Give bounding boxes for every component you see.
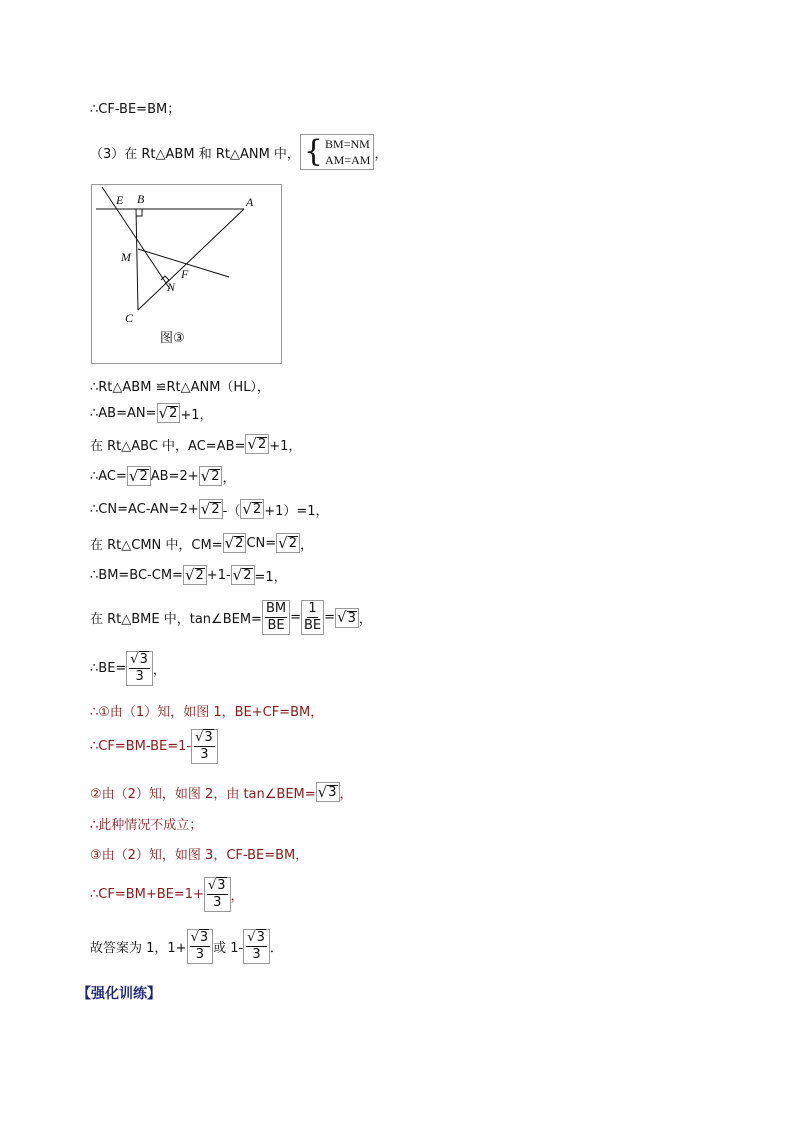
- text: ∴AC=: [90, 468, 127, 484]
- step-line-11: [90, 651, 166, 686]
- text: ∴CF=BM-BE: [90, 739, 168, 754]
- step-line-8: [90, 533, 313, 553]
- text: AB=2+: [150, 468, 199, 484]
- fraction-sqrt3-3: $\frac{√3}{3}$: [126, 651, 153, 686]
- step-line-10: [90, 600, 372, 635]
- text: ∴CF-BE=BM；: [90, 102, 181, 117]
- step-line-2: [90, 134, 387, 170]
- label-e: E: [116, 193, 124, 207]
- system-row-1: BM=NM: [325, 137, 370, 151]
- text: 在 Rt△CMN 中，CM=: [90, 537, 223, 553]
- text: ③由（2）知，如图 3，CF-BE=BM，: [90, 848, 309, 863]
- text: 在 Rt△ABC 中，AC=AB=: [90, 438, 246, 454]
- text: ，: [374, 146, 388, 162]
- fraction-sqrt3-3: $\frac{√3}{3}$: [187, 929, 214, 964]
- text: +1）=1，: [264, 503, 329, 519]
- step-line-17: [90, 877, 244, 912]
- text: ②由（2）知，如图 2，由 tan∠BEM=: [90, 786, 316, 802]
- text: ∴①由（1）知，如图 1，BE+CF=BM，: [90, 705, 324, 720]
- label-b: B: [137, 192, 145, 206]
- text: +1，: [180, 407, 213, 423]
- sqrt-2: √ 2: [183, 565, 207, 585]
- text: +1-: [206, 567, 231, 583]
- figure-3: [91, 184, 282, 364]
- fraction-sqrt3-3: $\frac{√3}{3}$: [204, 877, 231, 912]
- step-line-15: [90, 814, 202, 833]
- step-line-3: [90, 376, 270, 395]
- text: ，: [300, 537, 314, 553]
- sqrt-3: √ 3: [316, 782, 340, 802]
- text: ，: [152, 663, 166, 678]
- text: ∴AB=AN=: [90, 405, 157, 421]
- text: ∴此种情况不成立；: [90, 818, 203, 833]
- text: ，: [339, 786, 353, 802]
- label-c: C: [125, 311, 134, 325]
- text: -（: [222, 503, 241, 519]
- label-n: N: [167, 280, 176, 294]
- sqrt-2: √ 2: [231, 565, 255, 585]
- fraction-1-be: $\frac{1}{BE}$: [301, 600, 324, 635]
- sqrt-3: √ 3: [335, 608, 359, 628]
- text: CN=: [246, 535, 277, 551]
- step-line-4: [90, 403, 213, 423]
- text: ∴CF=BM+BE=1+: [90, 887, 204, 902]
- step-line-9: [90, 565, 287, 585]
- fraction-sqrt3-3: $\frac{√3}{3}$: [191, 729, 218, 764]
- text: ∴BE=: [90, 661, 127, 676]
- sqrt-2: √ 2: [199, 499, 223, 519]
- step-line-1: [90, 98, 180, 117]
- step-line-6: [90, 466, 235, 486]
- sqrt-2: √ 2: [240, 499, 264, 519]
- sqrt-2: √ 2: [223, 533, 247, 553]
- sqrt-2: √ 2: [157, 403, 181, 423]
- text: 或 1-: [213, 941, 244, 956]
- figure-caption: 图③: [160, 331, 185, 346]
- sqrt-2: √ 2: [127, 466, 151, 486]
- step-line-7: [90, 499, 329, 519]
- system-row-2: AM=AM: [325, 153, 371, 167]
- text: ，: [230, 889, 244, 904]
- label-m: M: [121, 250, 131, 264]
- label-f: F: [181, 267, 189, 281]
- line-ac: [138, 209, 244, 310]
- text: ，: [358, 612, 372, 627]
- text: =: [290, 610, 301, 625]
- geometry-figure: [92, 185, 281, 363]
- text: +1，: [269, 438, 302, 454]
- text: ，: [222, 470, 236, 486]
- text: ∴Rt△ABM ≌Rt△ANM（HL），: [90, 380, 270, 395]
- fraction-bm-be: $\frac{BM}{BE}$: [262, 600, 290, 635]
- sqrt-2: √ 2: [276, 533, 300, 553]
- step-line-12: [90, 701, 323, 720]
- text: 在 Rt△BME 中，tan∠BEM=: [90, 612, 262, 627]
- sqrt-2: √ 2: [245, 434, 269, 454]
- step-line-5: [90, 434, 301, 454]
- step-line-16: [90, 844, 308, 863]
- fraction-sqrt3-3: $\frac{√3}{3}$: [243, 929, 270, 964]
- equation-system: [300, 134, 375, 170]
- text: （3）在 Rt△ABM 和 Rt△ANM 中，: [90, 146, 300, 162]
- sqrt-2: √ 2: [199, 466, 223, 486]
- label-a: A: [246, 195, 254, 209]
- text: =1，: [254, 569, 287, 585]
- line-bc: [136, 209, 138, 310]
- step-line-13: [90, 729, 218, 764]
- text: ．: [269, 941, 283, 956]
- step-line-14: [90, 782, 353, 802]
- line-em: [102, 187, 170, 289]
- text: 故答案为 1，1+: [90, 941, 187, 956]
- step-line-18: [90, 929, 283, 964]
- text: ∴BM=BC-CM=: [90, 567, 183, 583]
- text: =1-: [167, 739, 192, 754]
- right-angle-b: [136, 209, 142, 216]
- text: ∴CN=AC-AN=2+: [90, 501, 199, 517]
- brace-icon: {: [303, 134, 324, 169]
- text: =: [324, 610, 336, 625]
- section-heading: 【强化训练】: [77, 986, 161, 1002]
